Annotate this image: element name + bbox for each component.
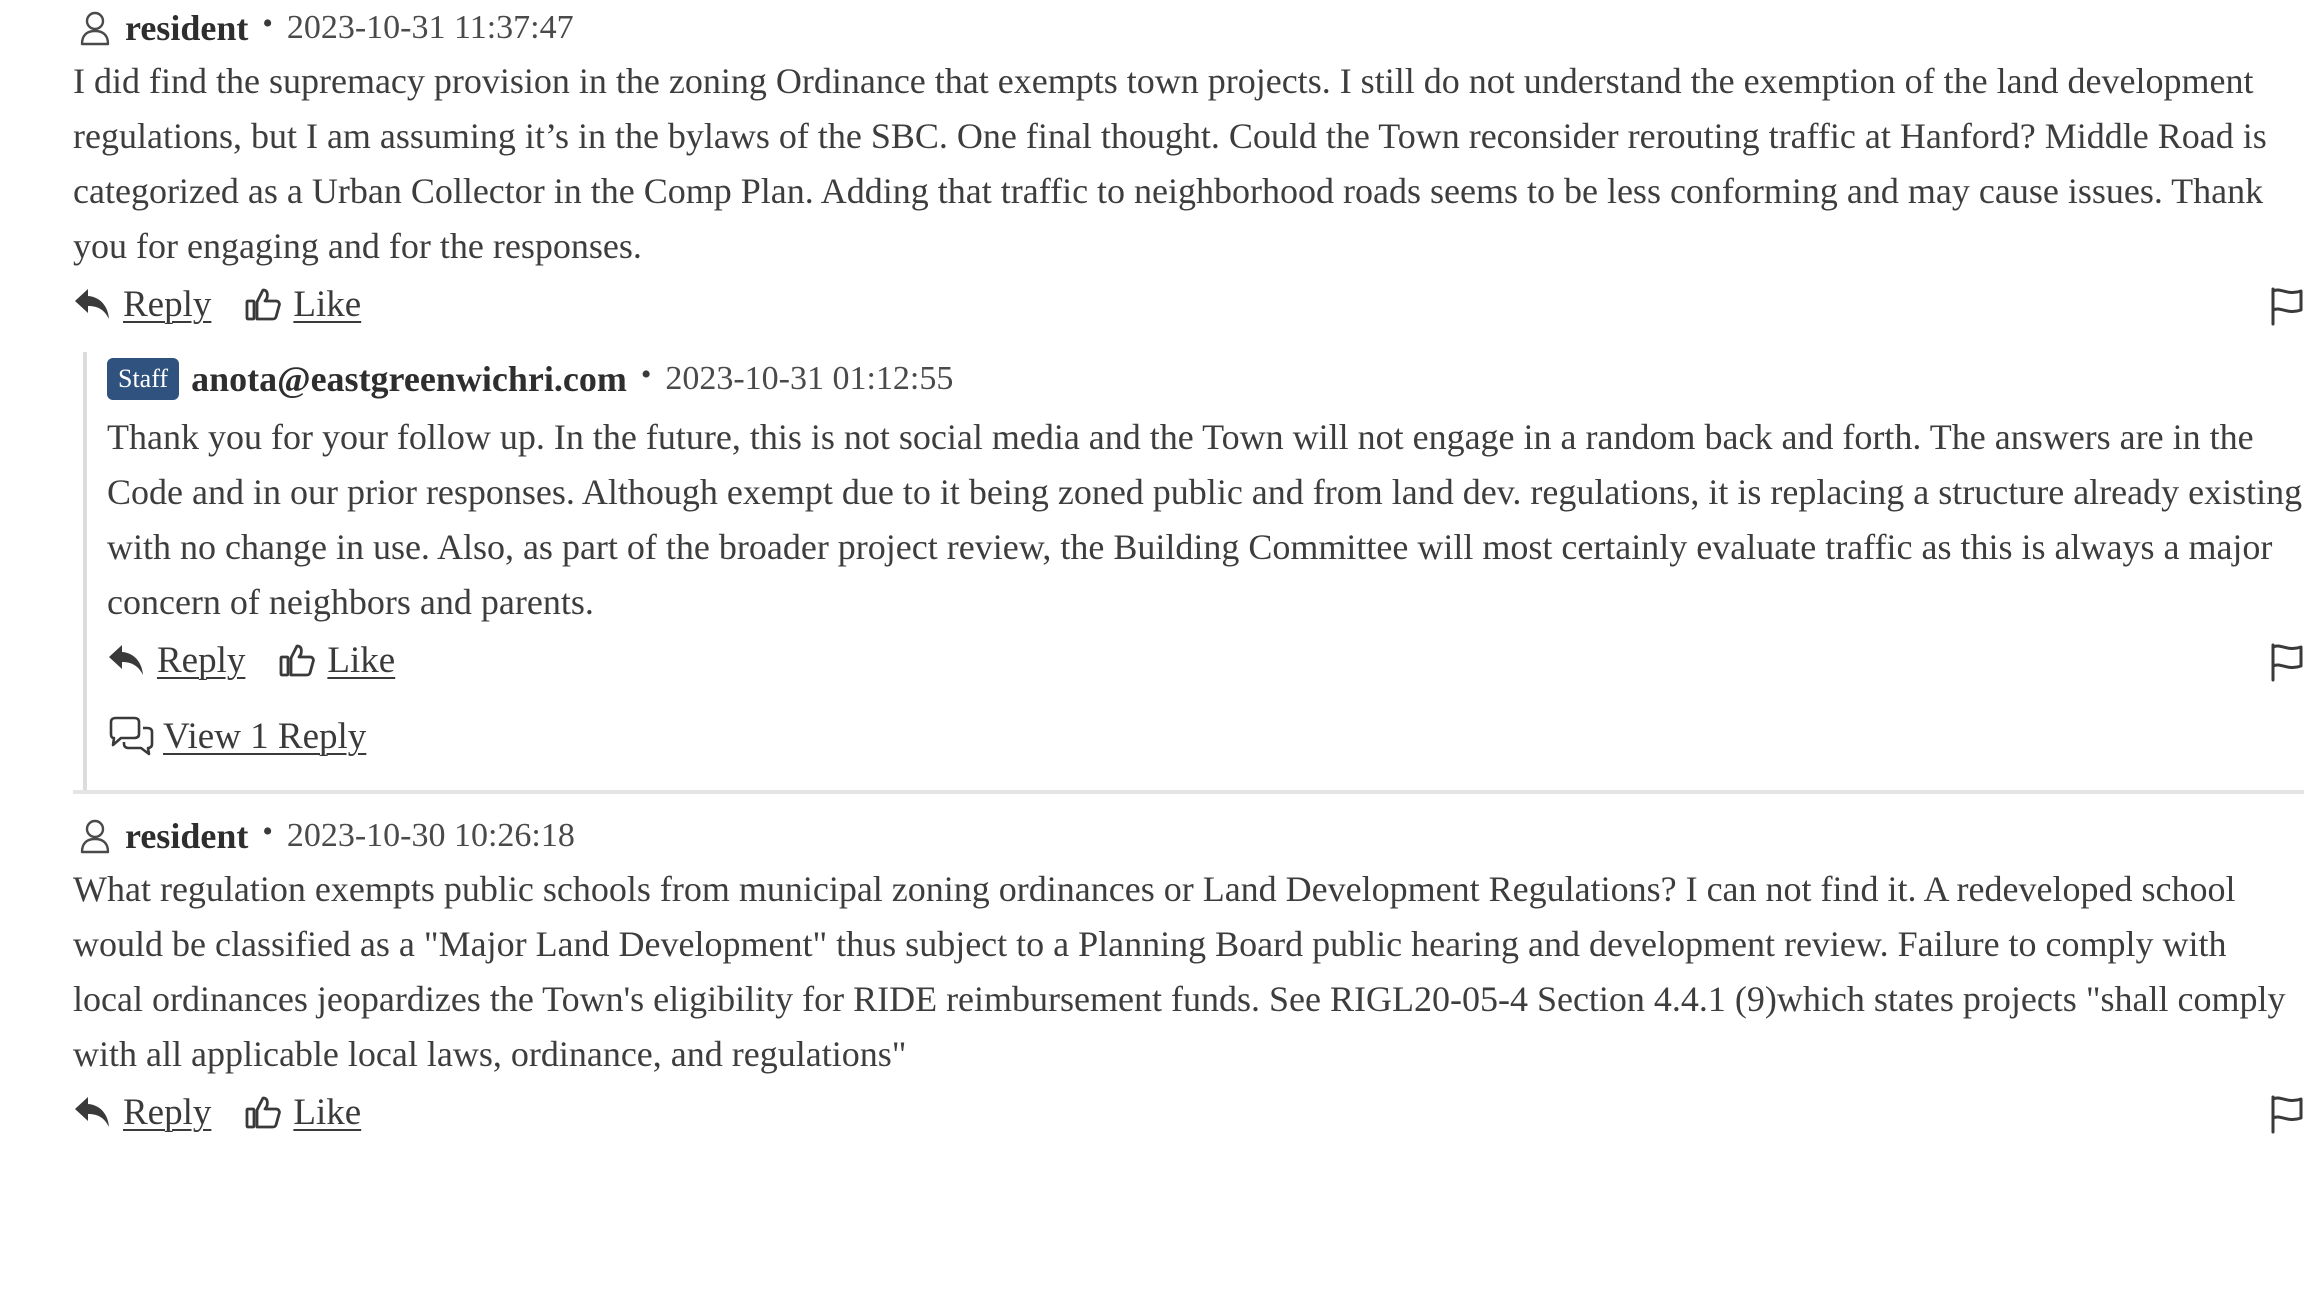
view-replies-link[interactable] <box>107 715 366 758</box>
flag-icon <box>2269 286 2304 326</box>
comment <box>73 816 2304 1142</box>
reply-arrow-icon <box>73 287 111 321</box>
comment-divider <box>73 790 2304 794</box>
flag-icon <box>2269 1094 2304 1134</box>
user-icon <box>77 816 113 856</box>
thumbs-up-icon <box>245 1094 281 1130</box>
comment-actions <box>73 274 2304 334</box>
comment <box>73 8 2304 790</box>
like-button[interactable] <box>245 1091 361 1134</box>
like-label: Like <box>327 639 396 681</box>
thumbs-up-icon <box>279 642 315 678</box>
reply-button[interactable] <box>73 283 211 326</box>
comment-timestamp: 2023-10-31 11:37:47 <box>286 9 574 46</box>
reply-thread <box>83 352 2304 790</box>
comment-thread <box>73 0 2304 1142</box>
comment-meta <box>73 8 2304 48</box>
comment-author: resident <box>125 816 249 856</box>
staff-badge: Staff <box>107 358 179 400</box>
user-icon <box>77 8 113 48</box>
reply-button[interactable] <box>107 639 245 682</box>
reply-timestamp: 2023-10-31 01:12:55 <box>665 360 954 397</box>
thumbs-up-icon <box>245 286 281 322</box>
flag-button[interactable] <box>2269 286 2304 326</box>
comment-actions <box>73 1082 2304 1142</box>
meta-separator: • <box>262 7 273 40</box>
like-button[interactable] <box>279 639 395 682</box>
view-replies-row <box>107 690 2304 790</box>
reply-label: Reply <box>123 1091 212 1133</box>
reply-label: Reply <box>157 639 246 681</box>
reply-arrow-icon <box>107 643 145 677</box>
meta-separator: • <box>262 815 273 848</box>
reply-arrow-icon <box>73 1095 111 1129</box>
like-button[interactable] <box>245 283 361 326</box>
like-label: Like <box>293 1091 362 1133</box>
comment-timestamp: 2023-10-30 10:26:18 <box>286 817 575 854</box>
flag-icon <box>2269 642 2304 682</box>
chat-bubbles-icon <box>107 716 155 756</box>
reply-body: Thank you for your follow up. In the future, this is not social media and the Town will not engage in a random back and forth. The answers are in the Code and in our prior responses. Although exempt due to it being zoned public and from land dev. regulations, it is replacing a structure already existing with no change in use. Also, as part of the broader project review, the Building Committee will most certainly evaluate traffic as this is always a major concern of neighbors and parents. <box>107 417 2303 622</box>
reply-author: anota@eastgreenwichri.com <box>191 359 627 399</box>
flag-button[interactable] <box>2269 1094 2304 1134</box>
view-replies-label: View 1 Reply <box>163 715 367 757</box>
comment-author: resident <box>125 8 249 48</box>
like-label: Like <box>293 283 362 325</box>
meta-separator: • <box>640 358 652 391</box>
comment-body: What regulation exempts public schools from municipal zoning ordinances or Land Development Regulations? I can not find it. A redeveloped school would be classified as a "Major Land Development" thus subject to a Planning Board public hearing and development review. Failure to comply with local ordinances jeopardizes the Town's eligibility for RIDE reimbursement funds. See RIGL20-05-4 Section 4.4.1 (9)which states projects "shall comply with all applicable local laws, ordinance, and regulations" <box>73 869 2286 1074</box>
reply-label: Reply <box>123 283 212 325</box>
reply-button[interactable] <box>73 1091 211 1134</box>
comment-body: I did find the supremacy provision in the zoning Ordinance that exempts town projects. I still do not understand the exemption of the land development regulations, but I am assuming it’s in the bylaws of the SBC. One final thought. Could the Town reconsider rerouting traffic at Hanford? Middle Road is categorized as a Urban Collector in the Comp Plan. Adding that traffic to neighborhood roads seems to be less conforming and may cause issues. Thank you for engaging and for the responses. <box>73 61 2267 266</box>
reply-actions <box>107 630 2304 690</box>
reply-meta <box>107 352 2304 402</box>
comment-meta <box>73 816 2304 856</box>
flag-button[interactable] <box>2269 642 2304 682</box>
